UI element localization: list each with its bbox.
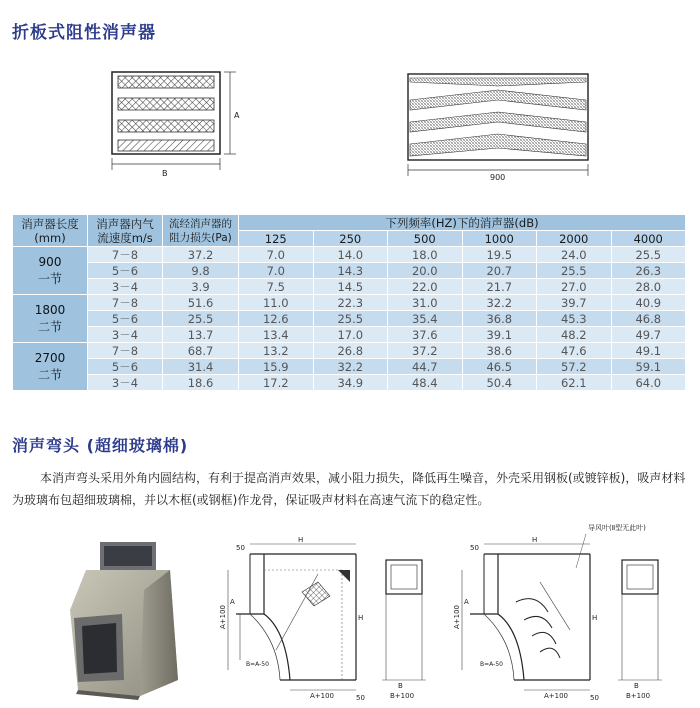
speed-cell: 7－8 <box>88 343 163 359</box>
elbow-drawing-type2-with-vanes <box>440 520 690 702</box>
speed-cell: 3－4 <box>88 279 163 295</box>
silencer-cross-section-drawing <box>100 60 260 190</box>
dim-a100-side: A+100 <box>219 604 227 629</box>
db-value-cell: 37.2 <box>388 343 463 359</box>
db-value-cell: 20.7 <box>462 263 537 279</box>
frequency-header: 125 <box>239 231 314 247</box>
db-value-cell: 64.0 <box>611 375 686 391</box>
db-value-cell: 32.2 <box>462 295 537 311</box>
db-value-cell: 15.9 <box>239 359 314 375</box>
speed-cell: 5－6 <box>88 359 163 375</box>
table-row <box>13 279 686 295</box>
speed-cell: 5－6 <box>88 311 163 327</box>
db-value-cell: 35.4 <box>388 311 463 327</box>
table-row <box>13 263 686 279</box>
db-value-cell: 7.0 <box>239 247 314 263</box>
db-value-cell: 45.3 <box>537 311 612 327</box>
db-value-cell: 46.8 <box>611 311 686 327</box>
db-value-cell: 14.3 <box>313 263 388 279</box>
table-row <box>13 311 686 327</box>
loss-cell: 9.8 <box>163 263 239 279</box>
speed-cell: 5－6 <box>88 263 163 279</box>
db-value-cell: 25.5 <box>313 311 388 327</box>
speed-cell: 7－8 <box>88 295 163 311</box>
db-value-cell: 36.8 <box>462 311 537 327</box>
col-speed-header: 消声器内气 流速度m/s <box>88 215 163 247</box>
dim-900-label: 900 <box>490 173 506 182</box>
db-value-cell: 21.7 <box>462 279 537 295</box>
dim-b100-bottom: B+100 <box>390 692 415 700</box>
db-value-cell: 57.2 <box>537 359 612 375</box>
table-row <box>13 359 686 375</box>
table-row <box>13 247 686 263</box>
db-value-cell: 26.8 <box>313 343 388 359</box>
length-group-cell: 2700 二节 <box>13 343 88 391</box>
db-value-cell: 49.7 <box>611 327 686 343</box>
frequency-header: 2000 <box>537 231 612 247</box>
speed-cell: 3－4 <box>88 327 163 343</box>
dim-b100-bottom-b: B+100 <box>626 692 651 700</box>
table-row <box>13 343 686 359</box>
loss-cell: 31.4 <box>163 359 239 375</box>
db-value-cell: 17.0 <box>313 327 388 343</box>
dim-h-top: H <box>298 536 304 544</box>
silencer-performance-table <box>12 214 686 391</box>
frequency-group-header: 下列频率(HZ)下的消声器(dB) <box>239 215 686 231</box>
db-value-cell: 18.0 <box>388 247 463 263</box>
dim-a100-bottom-b: A+100 <box>544 692 569 700</box>
db-value-cell: 22.3 <box>313 295 388 311</box>
db-value-cell: 46.5 <box>462 359 537 375</box>
dim-a100-side-b: A+100 <box>453 604 461 629</box>
loss-cell: 37.2 <box>163 247 239 263</box>
loss-cell: 68.7 <box>163 343 239 359</box>
db-value-cell: 22.0 <box>388 279 463 295</box>
db-value-cell: 39.1 <box>462 327 537 343</box>
length-group-cell: 900 一节 <box>13 247 88 295</box>
dim-h-right: H <box>358 614 364 622</box>
db-value-cell: 49.1 <box>611 343 686 359</box>
length-group-cell: 1800 二节 <box>13 295 88 343</box>
table-row <box>13 375 686 391</box>
db-value-cell: 26.3 <box>611 263 686 279</box>
db-value-cell: 27.0 <box>537 279 612 295</box>
elbow-drawing-type1 <box>206 530 456 702</box>
guide-vane-label: 导风叶(Ⅱ型无此叶) <box>588 524 646 532</box>
db-value-cell: 14.5 <box>313 279 388 295</box>
db-value-cell: 7.5 <box>239 279 314 295</box>
frequency-header: 250 <box>313 231 388 247</box>
dim-a-label: A <box>234 111 240 120</box>
frequency-header: 500 <box>388 231 463 247</box>
db-value-cell: 14.0 <box>313 247 388 263</box>
db-value-cell: 47.6 <box>537 343 612 359</box>
dim-a100-bottom: A+100 <box>310 692 335 700</box>
db-value-cell: 13.2 <box>239 343 314 359</box>
db-value-cell: 59.1 <box>611 359 686 375</box>
col-loss-header: 流经消声器的 阻力损失(Pa) <box>163 215 239 247</box>
db-value-cell: 48.4 <box>388 375 463 391</box>
silencer-side-view-drawing <box>400 64 596 184</box>
db-value-cell: 17.2 <box>239 375 314 391</box>
db-value-cell: 34.9 <box>313 375 388 391</box>
db-value-cell: 25.5 <box>611 247 686 263</box>
col-length-header: 消声器长度 (mm) <box>13 215 88 247</box>
dim-b-a-50: B=A-50 <box>246 661 269 668</box>
loss-cell: 3.9 <box>163 279 239 295</box>
db-value-cell: 37.6 <box>388 327 463 343</box>
frequency-header: 4000 <box>611 231 686 247</box>
frequency-header: 1000 <box>462 231 537 247</box>
loss-cell: 13.7 <box>163 327 239 343</box>
dim-50-top-b: 50 <box>470 544 479 552</box>
loss-cell: 25.5 <box>163 311 239 327</box>
db-value-cell: 25.5 <box>537 263 612 279</box>
db-value-cell: 62.1 <box>537 375 612 391</box>
db-value-cell: 39.7 <box>537 295 612 311</box>
dim-50-top: 50 <box>236 544 245 552</box>
db-value-cell: 11.0 <box>239 295 314 311</box>
db-value-cell: 13.4 <box>239 327 314 343</box>
description-paragraph: 本消声弯头采用外角内圆结构，有利于提高消声效果，减小阻力损失，降低再生噪音，外壳采用钢板(或镀锌板)，吸声材料为玻璃布包超细玻璃棉，并以木框(或钢框)作龙骨，保证吸声材料在高速气流下的稳定性。 <box>12 471 686 507</box>
section-title-folded-plate-silencer: 折板式阻性消声器 <box>12 23 156 43</box>
db-value-cell: 19.5 <box>462 247 537 263</box>
db-value-cell: 12.6 <box>239 311 314 327</box>
dim-a-side: A <box>230 598 235 606</box>
dim-b-a-50-b: B=A-50 <box>480 661 503 668</box>
table-row <box>13 295 686 311</box>
dim-b-bottom: B <box>398 682 403 690</box>
db-value-cell: 38.6 <box>462 343 537 359</box>
db-value-cell: 44.7 <box>388 359 463 375</box>
db-value-cell: 50.4 <box>462 375 537 391</box>
db-value-cell: 7.0 <box>239 263 314 279</box>
dim-50-bottom-b: 50 <box>590 694 599 702</box>
loss-cell: 18.6 <box>163 375 239 391</box>
db-value-cell: 40.9 <box>611 295 686 311</box>
speed-cell: 7－8 <box>88 247 163 263</box>
speed-cell: 3－4 <box>88 375 163 391</box>
table-row <box>13 327 686 343</box>
elbow-silencer-photo <box>60 530 190 700</box>
section-title-silencer-elbow: 消声弯头 (超细玻璃棉) <box>12 436 189 455</box>
dim-50-bottom: 50 <box>356 694 365 702</box>
db-value-cell: 48.2 <box>537 327 612 343</box>
db-value-cell: 24.0 <box>537 247 612 263</box>
dim-h-top-b: H <box>532 536 538 544</box>
loss-cell: 51.6 <box>163 295 239 311</box>
db-value-cell: 28.0 <box>611 279 686 295</box>
dim-b-label: B <box>162 169 168 178</box>
db-value-cell: 31.0 <box>388 295 463 311</box>
dim-h-right-b: H <box>592 614 598 622</box>
dim-b-bottom-b: B <box>634 682 639 690</box>
db-value-cell: 32.2 <box>313 359 388 375</box>
dim-a-side-b: A <box>464 598 469 606</box>
db-value-cell: 20.0 <box>388 263 463 279</box>
